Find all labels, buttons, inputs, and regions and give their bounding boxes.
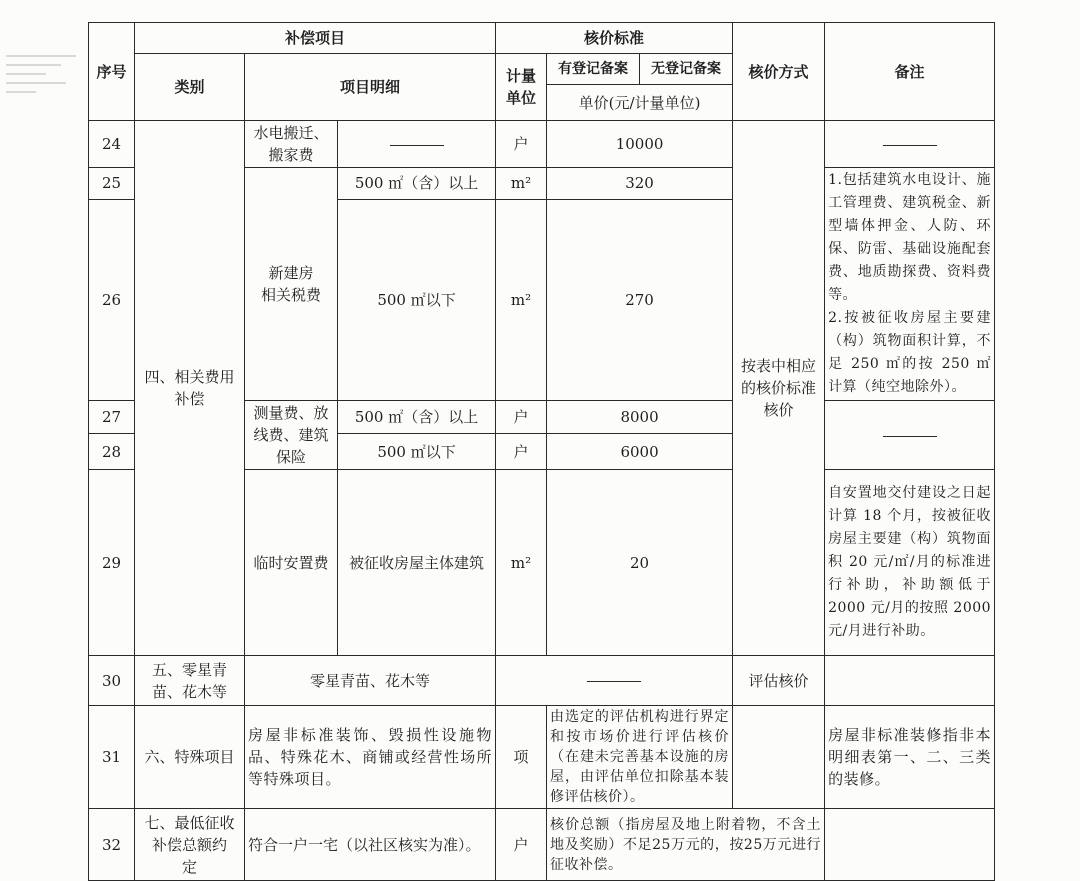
detail-cell: 被征收房屋主体建筑 [338, 470, 496, 656]
unit-cell: 户 [496, 434, 547, 470]
dash-mark [883, 145, 937, 146]
remark-cell [825, 168, 995, 401]
table-row [89, 121, 995, 168]
price-cell: 270 [547, 199, 733, 400]
header-unregistered: 无登记备案 [640, 54, 733, 85]
dash-mark [883, 436, 937, 437]
dash-mark [587, 681, 641, 682]
header-seq: 序号 [89, 23, 135, 121]
price-cell: 20 [547, 470, 733, 656]
item-cell: 零星青苗、花木等 [245, 656, 496, 706]
dash-mark [390, 145, 444, 146]
unit-cell: m² [496, 168, 547, 200]
detail-cell: 500 ㎡以下 [338, 199, 496, 400]
header-comp-items: 补偿项目 [135, 23, 496, 54]
remark-cell [825, 401, 995, 470]
category-cell: 五、零星青 苗、花木等 [135, 656, 245, 706]
row-number: 29 [89, 470, 135, 656]
category-cell: 六、特殊项目 [135, 706, 245, 809]
row-number: 32 [89, 809, 135, 881]
detail-cell: 500 ㎡（含）以上 [338, 168, 496, 200]
row-number: 27 [89, 401, 135, 434]
remark-cell: 自安置地交付建设之日起计算 18 个月，按被征收房屋主要建（构）筑物面积 20 元/㎡/月的标准进行补助，补助额低于 2000 元/月的按照 2000 元/月进行补助。 [825, 470, 995, 656]
compensation-table [88, 22, 995, 881]
unit-cell: m² [496, 470, 547, 656]
item-cell: 符合一户一宅（以社区核实为准）。 [245, 809, 496, 881]
unit-cell: 户 [496, 121, 547, 168]
row-number: 31 [89, 706, 135, 809]
header-method: 核价方式 [733, 23, 825, 121]
header-unit: 计量 单位 [496, 54, 547, 121]
table-row [89, 706, 995, 809]
header-unit-price: 单价(元/计量单位) [547, 85, 733, 121]
header-item-detail: 项目明细 [245, 54, 496, 121]
price-cell: 6000 [547, 434, 733, 470]
category-cell: 四、相关费用 补偿 [135, 121, 245, 656]
category-cell: 七、最低征收 补偿总额约 定 [135, 809, 245, 881]
header-remark: 备注 [825, 23, 995, 121]
price-cell: 8000 [547, 401, 733, 434]
price-cell [496, 656, 733, 706]
table-row [89, 656, 995, 706]
remark-cell [825, 121, 995, 168]
detail-cell: 500 ㎡以下 [338, 434, 496, 470]
row-number: 25 [89, 168, 135, 200]
remark-cell [825, 809, 995, 881]
price-cell: 10000 [547, 121, 733, 168]
item-cell: 临时安置费 [245, 470, 338, 656]
header-registered: 有登记备案 [547, 54, 640, 85]
unit-cell: 户 [496, 401, 547, 434]
method-cell [733, 706, 825, 809]
remark-text: 1.包括建筑水电设计、施工管理费、建筑税金、新型墙体押金、人防、环保、防雷、基础设施配套费、地质勘探费、资料费等。 2.按被征收房屋主要建（构）筑物面积计算，不足 250 ㎡的按 250 ㎡计算（纯空地除外）。 [828, 172, 992, 395]
method-cell: 按表中相应 的核价标准 核价 [733, 121, 825, 656]
detail-cell [338, 121, 496, 168]
header-category: 类别 [135, 54, 245, 121]
scan-margin-mark [6, 48, 76, 108]
unit-cell: 户 [496, 809, 547, 881]
item-cell: 水电搬迁、 搬家费 [245, 121, 338, 168]
unit-cell: 项 [496, 706, 547, 809]
row-number: 28 [89, 434, 135, 470]
detail-cell: 500 ㎡（含）以上 [338, 401, 496, 434]
price-cell: 由选定的评估机构进行界定和按市场价进行评估核价（在建未完善基本设施的房屋，由评估单位扣除基本装修评估核价）。 [547, 706, 733, 809]
row-number: 30 [89, 656, 135, 706]
item-cell: 房屋非标准装饰、毁损性设施物品、特殊花木、商铺或经营性场所等特殊项目。 [245, 706, 496, 809]
item-cell: 新建房 相关税费 [245, 168, 338, 401]
price-cell: 320 [547, 168, 733, 200]
remark-cell [825, 656, 995, 706]
table-row [89, 809, 995, 881]
method-cell: 评估核价 [733, 656, 825, 706]
row-number: 26 [89, 199, 135, 400]
header-price-std: 核价标准 [496, 23, 733, 54]
price-cell: 核价总额（指房屋及地上附着物，不含土地及奖励）不足25万元的，按25万元进行征收补偿。 [547, 809, 825, 881]
unit-cell: m² [496, 199, 547, 400]
remark-cell: 房屋非标准装修指非本明细表第一、二、三类的装修。 [825, 706, 995, 809]
row-number: 24 [89, 121, 135, 168]
item-cell: 测量费、放 线费、建筑 保险 [245, 401, 338, 470]
